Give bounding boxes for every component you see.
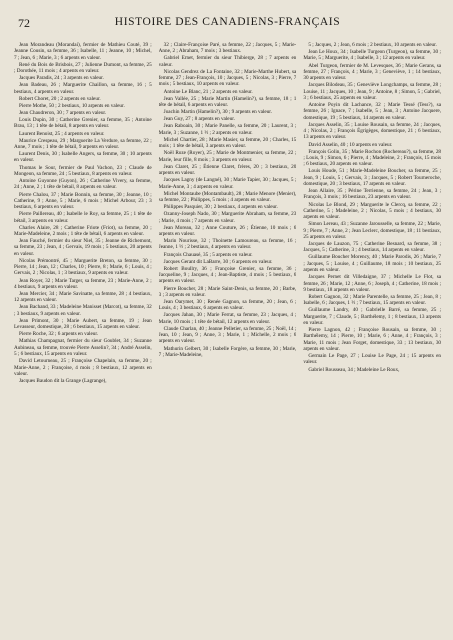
census-entry: Gabriel Rousseau, 34 ; Madeleine Le Roux, xyxy=(308,366,400,373)
census-entry: François Golin, 35 ; Marie Rochon (Rochereau?), sa femme, 28 ; Louis, 9 ; Simon, 6 ; Pierre, 4 ; Madeleine, 2 ; François, 15 mois ; 6 bestiaux, 20 arpents en valeur. xyxy=(303,148,442,168)
census-entry: Maurice Crespeau, 29 ; Marguerite La Verdure, sa femme, 22 ; Anne, 7 mois ; 1 tête de bétail, 9 arpents en valeur. xyxy=(14,137,152,151)
census-entry: Jacques Paradis, 24 ; 3 arpents en valeur. xyxy=(19,75,104,82)
census-entry: Germain Le Page, 27 ; Louise Le Page, 24 ; 15 arpents en valeur. xyxy=(303,353,442,366)
census-entry: Pierre Chalou, 37 ; Marie Bonnin, sa femme, 30 ; Jeanne, 10 ; Catherine, 9 ; Anne, 5 ; Marie, 6 mois ; Michel Arbour, 23 ; 3 bestiaux, 6 arpents en valeur. xyxy=(14,191,152,211)
census-entry: Louis Houde, 51 ; Marie-Madeleine Boucher, sa femme, 25 ; Jean, 9 ; Louis, 5 ; Gervais, 3 ; Jacques, 5 ; Robert Tourneroche, domestique, 20 ; 3 bestiaux, 17 arpents en valeur. xyxy=(303,168,442,187)
census-entry: Robert Boullry, 36 ; Françoise Grenier, sa femme, 36 ; Jacqueline, 9 ; Jacques, 4 ; Jean-Baptiste, 4 mois ; 5 bestiaux, 6 arpents en valeur. xyxy=(158,265,297,285)
census-entry: Thomas le Sour, fermier de Paul Vachon, 23 ; Claude de Mongeon, sa femme, 24 ; 5 bestiaux, 8 arpents en valeur. xyxy=(14,164,152,177)
census-entry: Jacques Bilodeau, 35 ; Geneviève Longchamps, sa femme, 28 ; Louise, 11 ; Jacques, 10 ; Jean, 9 ; Antoine, 8 ; Simon, 5 ; Gabriel, 3 ; 6 bestiaux, 25 arpents en valeur. xyxy=(303,82,442,101)
census-entry: Jean Moreau, 32 ; Anne Couture, 26 ; Étienne, 10 mois ; 6 arpents en valeur. xyxy=(158,224,297,237)
column-right xyxy=(303,42,441,640)
census-entry: Jean Mercier, 34 ; Marie Savinatte, sa femme, 28 ; 4 bestiaux, 12 arpents en valeur. xyxy=(14,291,152,304)
census-entry: Michel Montaube (Montambault), 28 ; Marie Menore (Menier), sa femme, 22 ; Philippes, 5 mois ; 4 arpents en valeur. xyxy=(158,190,297,203)
census-entry: Jean Oarymet, 30 ; Renée Gagnon, sa femme, 20 ; Jean, 6 ; Louis, 4 ; 3 bestiaux, 6 arpents en valeur. xyxy=(158,299,297,312)
census-entry: Joachin Martin (Hamelin?), 30 ; 9 arpents en valeur. xyxy=(163,109,272,116)
census-entry: Robert Gagnon, 32 ; Marie Parentelle, sa femme, 25 ; Jean, 8 ; Isabelle, 6 ; Jacques, 1 ½ ; 7 bestiaux, 15 arpents en valeur. xyxy=(303,293,442,307)
column-left xyxy=(14,42,152,640)
census-entry: Jacques Lagny (de Langné), 30 ; Marie Tapier, 30 ; Jacques, 5 ; Marie-Anne, 3 ; 4 arpents en valeur. xyxy=(158,177,297,190)
census-entry: Nicolas Gendrez de La Fontaine, 32 ; Marie-Marthe Hubert, sa femme, 27 ; Jean-François, 10 ; Jacques, 5 ; Nicolas, 3 ; Pierre, 7 mois ; 5 bestiaux, 10 arpents en valeur. xyxy=(158,68,297,88)
census-entry: Pierre Mothe, 50 ; 2 bestiaux, 10 arpents en valeur. xyxy=(19,102,125,109)
census-entry: Mathurin Gelbert, 30 ; Isabelle Forgère, sa femme, 30 ; Marie, 7 ; Marie-Madeleine, xyxy=(158,345,297,358)
census-entry: 5 ; Jacques, 2 ; Jean, 6 mois ; 2 bestiaux, 10 arpents en valeur. xyxy=(308,42,437,48)
census-entry: Jean Fauché, fermier du sieur Niel, 35 ; Jeanne de Richemont, sa femme, 23 ; Jean, 4 ; Gervais, 19 mois ; 5 bestiaux, 20 arpents en valeur. xyxy=(14,238,152,257)
census-entry: Jean Claret, 25 ; Étienne Claret, frères, 20 ; 3 bestiaux, 20 arpents en valeur. xyxy=(158,163,297,177)
census-entry: Marin Nourisse, 32 ; Thoinette Lamoureau, sa femme, 16 ; Jeanne, 1 ½ ; 2 bestiaux, 4 arpents en valeur. xyxy=(158,238,297,251)
census-entry: Mathias Champagnat, fermier du sieur Goublet, 34 ; Suzanne Aubineau, sa femme, trouvée Pierre Asselin?, 34 ; André Asselin, 5 ; 6 bestiaux, 15 arpents en valeur. xyxy=(14,338,152,358)
census-entry: Jacques Pernet dit Villedaigne, 37 ; Michelle Le Flot, sa femme, 26 ; Marie, 12 ; Anne, 6 ; Joseph, 4 ; Catherine, 18 mois ; 9 bestiaux, 18 arpents en valeur. xyxy=(303,274,442,293)
census-entry: Jean Vallée, 25 ; Marie Martin (Hamelin?), sa femme, 18 ; 1 tête de bétail, 6 arpents en valeur. xyxy=(158,95,297,109)
census-entry: Jean Morandeau (Morandai), fermier de Mathieu Couté, 39 ; Jeanne Cousin, sa femme, 36 ; Isabelle, 11 ; Jeanne, 10 ; Michel, 7 ; Jean, 6 ; Marie, 3 ; 6 arpents en valeur. xyxy=(14,42,152,61)
column-middle xyxy=(159,42,297,640)
census-entry: Gabriel Ernet, fermier du sieur Thibierge, 28 ; 7 arpents en valeur. xyxy=(158,55,297,68)
census-entry: Laurent Benoist, 25 ; 4 arpents en valeur. xyxy=(19,130,105,137)
census-entry: Claude Charlan, 40 ; Jeanne Pelletier, sa femme, 25 ; Noël, 14 ; Jean, 10 ; Jean, 9 ; Anne, 3 ; Marie, 1 ; Michelle, 2 mois ; 6 arpents en valeur. xyxy=(158,325,297,345)
census-entry: Simon Lereau, 43 ; Suzanne Jarousselle, sa femme, 22 ; Marie, 9 ; Pierre, 7 ; Anne, 2 ; Jean Leclerc, domestique, 18 ; 11 bestiaux, 25 arpents en valeur. xyxy=(303,221,442,240)
census-entry: Pierre Boucher, 28 ; Marie Saint-Denis, sa femme, 20 ; Barbe, 3 ; 3 arpents en valeur. xyxy=(158,285,297,298)
census-entry: Noël Roze (Royer), 25 ; Marie de Montmenier, sa femme, 22 ; Marie, leur fille, 8 mois ; 3 arpents en valeur. xyxy=(158,150,297,163)
census-entry: Jean Royer, 32 ; Marie Targer, sa femme, 23 ; Marie-Anne, 2 ; 4 bestiaux, 9 arpents en valeur. xyxy=(14,277,152,290)
census-entry: 32 ; Claire-Françoise Paré, sa femme, 22 ; Jacques, 5 ; Marie-Anne, 2 ; Abraham, 7 mois ; 3 bestiaux. xyxy=(158,42,297,55)
census-entry: Louis Dupin, 30 ; Catherine Grenier, sa femme, 35 ; Antoine Brau, 13 ; 1 tête de bétail, 8 arpents en valeur. xyxy=(14,117,152,130)
census-entry: Michel Chartier, 28 ; Marie Masier, sa femme, 20 ; Charles, 15 mois ; 1 tête de bétail, 3 arpents en valeur. xyxy=(158,136,297,150)
census-entry: Guillaume Boucher Morency, 40 ; Marie Parodis, 26 ; Marie, 7 ; Jacques, 5 ; Louise, 4 ; Guillaume, 18 mois ; 10 bestiaux, 25 arpents en valeur. xyxy=(303,254,442,274)
census-entry: Jacques Asselin, 35 ; Louise Rousain, sa femme, 24 ; Jacques, 4 ; Nicolas, 2 ; François Égrigèges, domestique, 21 ; 6 bestiaux, 13 arpents en valeur. xyxy=(303,121,442,141)
census-entry: Jacques Baudon dit la Grange (Lagrange), xyxy=(19,377,107,384)
running-title: HISTOIRE DES CANADIENS-FRANÇAIS xyxy=(114,16,341,28)
page-header xyxy=(14,14,441,36)
census-entry: Abel Turgeon, fermier de M. Levesques, 36 ; Marie Gerans, sa femme, 27 ; François, 4 ; Marie, 3 ; Geneviève, 1 ; 14 bestiaux, 30 arpents en valeur. xyxy=(303,62,442,82)
census-entry: Pierre Paillereau, 40 ; Isabelle le Roy, sa femme, 25 ; 1 tête de bétail, 3 arpents en valeur. xyxy=(14,211,152,224)
census-entry: Pierre Roche, 32 ; 6 arpents en valeur. xyxy=(19,331,99,338)
census-entry: Antoine Le Blanc, 21 ; 2 arpents en valeur. xyxy=(163,88,253,95)
census-entry: Antoine Guyonne (Guyon), 26 ; Catherine Vivery, sa femme, 24 ; Anne, 2 ; 1 tête de bétail, 8 arpents en valeur. xyxy=(14,178,152,191)
census-entry: Jean Allaire, 35 ; Périne Terrienne, sa femme, 24 ; Jean, 3 ; François, 3 mois ; 16 bestiaux, 23 arpents en valeur. xyxy=(303,188,442,201)
census-entry: François Chauasé, 35 ; 5 arpents en valeur. xyxy=(163,251,253,258)
census-entry: Jean Badeau, 26 ; Marguerite Chaillon, sa femme, 16 ; 5 bestiaux, 4 arpents en valeur. xyxy=(14,82,152,95)
census-entry: Jean Le Houx, 34 ; Isabelle Turgeon (Turgeon), sa femme, 30 ; Marie, 5 ; Marguerite, 4 ; Isabelle, 3 ; 12 arpents en valeur. xyxy=(303,49,442,62)
census-entry: Jacques de Lauzon, 75 ; Catherine Besnard, sa femme, 38 ; Jacques, 5 ; Catherine, 3 ; 4 bestiaux, 14 arpents en valeur. xyxy=(303,241,442,254)
census-entry: Jean Chaudreron, 30 ; 7 arpents en valeur. xyxy=(19,110,107,117)
census-entry: Jean Bachand, 33 ; Madeleine Manisset (Marcot), sa femme, 32 ; 3 bestiaux, 9 arpents en valeur. xyxy=(14,304,152,317)
census-entry: Ozanny-Joseph Nado, 30 ; Marguerite Abraham, sa femme, 23 ; Marie, 4 mois ; 7 arpents en valeur. xyxy=(158,211,297,224)
census-entry: Jean Primont, 30 ; Marie Aubert, sa femme, 19 ; Jean Levasseur, domestique, 28 ; 6 bestiaux, 15 arpents en valeur. xyxy=(14,317,152,331)
census-entry: David Asselin, 40 ; 10 arpents en valeur. xyxy=(308,141,393,148)
text-columns xyxy=(14,42,441,640)
census-entry: Guillaume Landry, 40 ; Gabrielle Barré, sa femme, 25 ; Marguerite, 7 ; Claude, 5 ; Barthélemy, 1 ; 8 bestiaux, 13 arpents en valeur. xyxy=(303,307,442,326)
census-entry: Jacques Jahan, 30 ; Marie Ferrat, sa femme, 23 ; Jacques, 4 ; Marie, 10 mois ; 1 tête de bétail, 12 arpents en valeur. xyxy=(158,312,297,325)
page-number: 72 xyxy=(18,16,30,30)
census-entry: Laurent Denis, 30 ; Isabelle Angers, sa femme, 30 ; 10 arpents en valeur. xyxy=(14,151,152,164)
census-entry: Nicolas Prémontré, 45 ; Marguerite Breton, sa femme, 30 ; Pierre, 14 ; Jean, 12 ; Charles, 10 ; Pierre, 8 ; Marie, 6 ; Louis, 4 ; Gervais, 2 ; Nicolas, 1 ; 3 bestiaux, 9 arpents en valeur. xyxy=(14,257,152,277)
census-entry: Jacques Gerant dit LaBarre, 30 ; 6 arpents en valeur. xyxy=(163,258,273,265)
census-entry: Nicolas Le Blond, 29 ; Marguerite le Clercq, sa femme, 22 ; Catherine, 5 ; Madeleine, 2 ; Nicolas, 5 mois ; 4 bestiaux, 30 arpents en valeur. xyxy=(303,201,442,221)
census-entry: Antoine Poyin dit Lachance, 32 ; Marie Tessé (Tess?), sa femme, 26 ; Ignace, 7 ; Isabelle, 5 ; Jean, 3 ; Antoine Jacquere, domestique, 19 ; 5 bestiaux, 14 arpents en valeur. xyxy=(303,102,442,121)
census-entry: Jean Guy, 27 ; 8 arpents en valeur. xyxy=(163,116,235,123)
census-entry: Jean Raboain, 30 ; Marie Panelle, sa femme, 20 ; Laurent, 3 ; Marie, 3 ; Suzanne, 1 ½ ; 2 arpents en valeur. xyxy=(158,123,297,136)
census-entry: Pierre Lagnon, 42 ; Françoise Rousain, sa femme, 30 ; Barthélemy, 14 ; Pierre, 10 ; Marie, 6 ; Anne, 4 ; François, 3 ; Marie, 11 mois ; Jean Forget, domestique, 33 ; 13 bestiaux, 30 arpents en valeur. xyxy=(303,327,442,352)
census-entry: Charles Alaire, 28 ; Catherine Friote (Friot), sa femme, 20 ; Marie-Madeleine, 2 mois ; 1 tête de bétail, 6 arpents en valeur. xyxy=(14,224,152,237)
census-entry: David Letourneau, 25 ; Françoise Chapelain, sa femme, 20 ; Marie-Anne, 2 ; Françoise, 4 mois ; 8 bestiaux, 12 arpents en valeur. xyxy=(14,358,152,377)
census-entry: Philippes Pasquier, 30 ; 2 bestiaux, 4 arpents en valeur. xyxy=(163,204,278,211)
census-entry: René du Bois de Brisbois, 27 ; Julienne Dumont, sa femme, 25 ; Dorothée, 11 mois ; 4 arpents en valeur. xyxy=(14,61,152,75)
census-entry: Robert Choret, 20 ; 2 arpents en valeur. xyxy=(19,95,101,102)
